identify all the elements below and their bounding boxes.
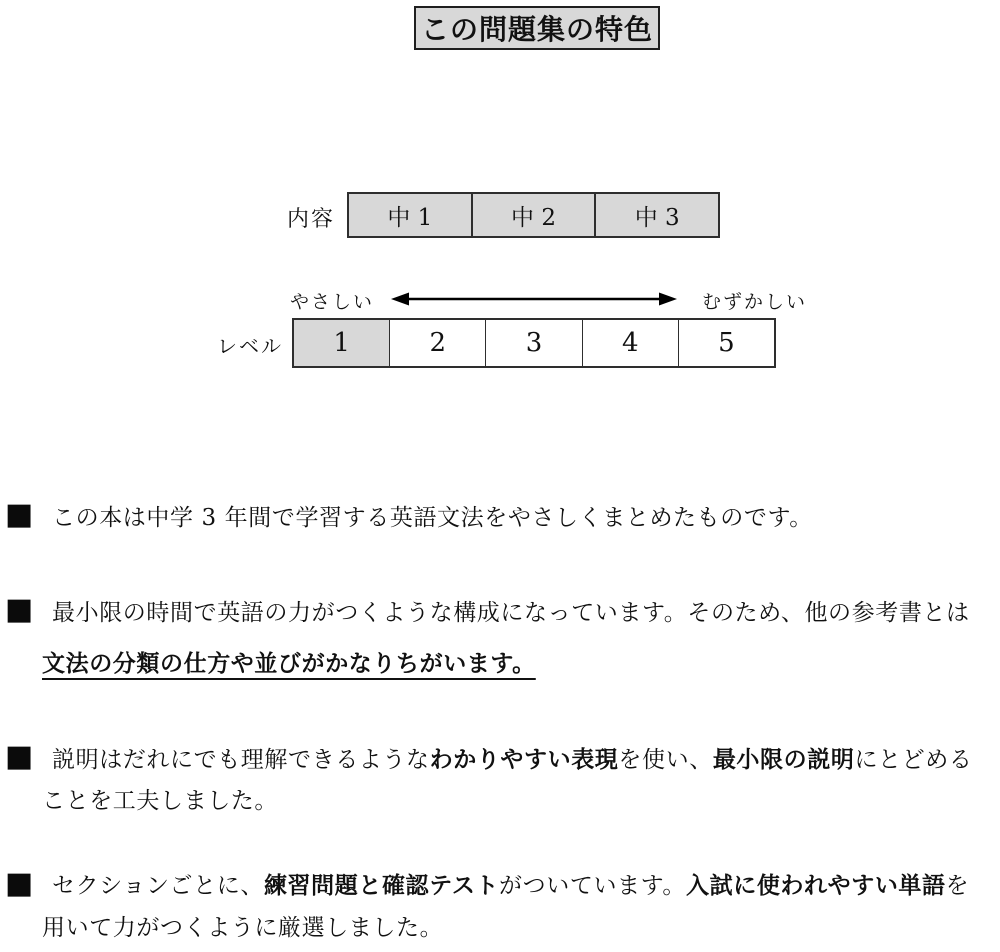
bullet-text-line [52, 745, 972, 775]
table-cell: 中 3 [594, 194, 718, 236]
table-cell: 5 [678, 320, 774, 366]
text-segment: セクションごとに、 [52, 873, 264, 899]
text-segment: 文法の分類の仕方や並びがかなりちがいます。 [42, 650, 536, 677]
table-cell: 2 [389, 320, 485, 366]
content-table-label: 内容 [287, 207, 336, 232]
text-segment: がついています。 [499, 873, 687, 899]
table-cell: 1 [294, 320, 389, 366]
difficulty-range-arrow-icon [390, 291, 678, 307]
table-cell: 中 1 [387, 204, 433, 231]
text-segment: 最小限の時間で英語の力がつくような構成になっています。そのため、他の参考書とは [52, 600, 970, 626]
table-cell: 中 2 [471, 194, 595, 236]
text-segment: わかりやすい表現 [429, 746, 619, 773]
level-hard-label: むずかしい [702, 291, 808, 313]
bullet-text-line [42, 786, 278, 816]
bullet-marker: ■ [5, 866, 34, 901]
text-segment: 最小限の説明 [712, 746, 855, 773]
level-table [292, 318, 776, 368]
text-segment: 入試に使われやすい単語 [686, 872, 946, 899]
bullet-text-line [42, 649, 536, 679]
level-table-label: レベル [217, 334, 283, 358]
text-segment: 用いて力がつくように厳選しました。 [42, 915, 444, 941]
bullet-text-line [52, 503, 813, 533]
page-title: この問題集の特色 [420, 13, 653, 46]
table-cell: 4 [582, 320, 678, 366]
table-cell: 3 [485, 320, 581, 366]
text-segment: 練習問題と確認テスト [263, 872, 500, 899]
text-segment: 説明はだれにでも理解できるような [52, 747, 430, 773]
text-segment: を [945, 873, 970, 899]
bullet-marker: ■ [5, 739, 34, 774]
bullet-text-line [52, 871, 969, 901]
page-title-box [414, 6, 660, 50]
text-segment: この本は中学 3 年間で学習する英語文法をやさしくまとめたものです。 [52, 505, 813, 531]
level-easy-label: やさしい [290, 291, 375, 313]
text-segment: にとどめる [854, 747, 973, 773]
content-table [347, 192, 720, 238]
bullet-text-line [42, 913, 443, 943]
bullet-text-line [52, 598, 970, 628]
bullet-marker: ■ [5, 592, 34, 627]
text-segment: を使い、 [618, 747, 713, 773]
bullet-marker: ■ [5, 497, 34, 532]
text-segment: ことを工夫しました。 [42, 788, 278, 814]
